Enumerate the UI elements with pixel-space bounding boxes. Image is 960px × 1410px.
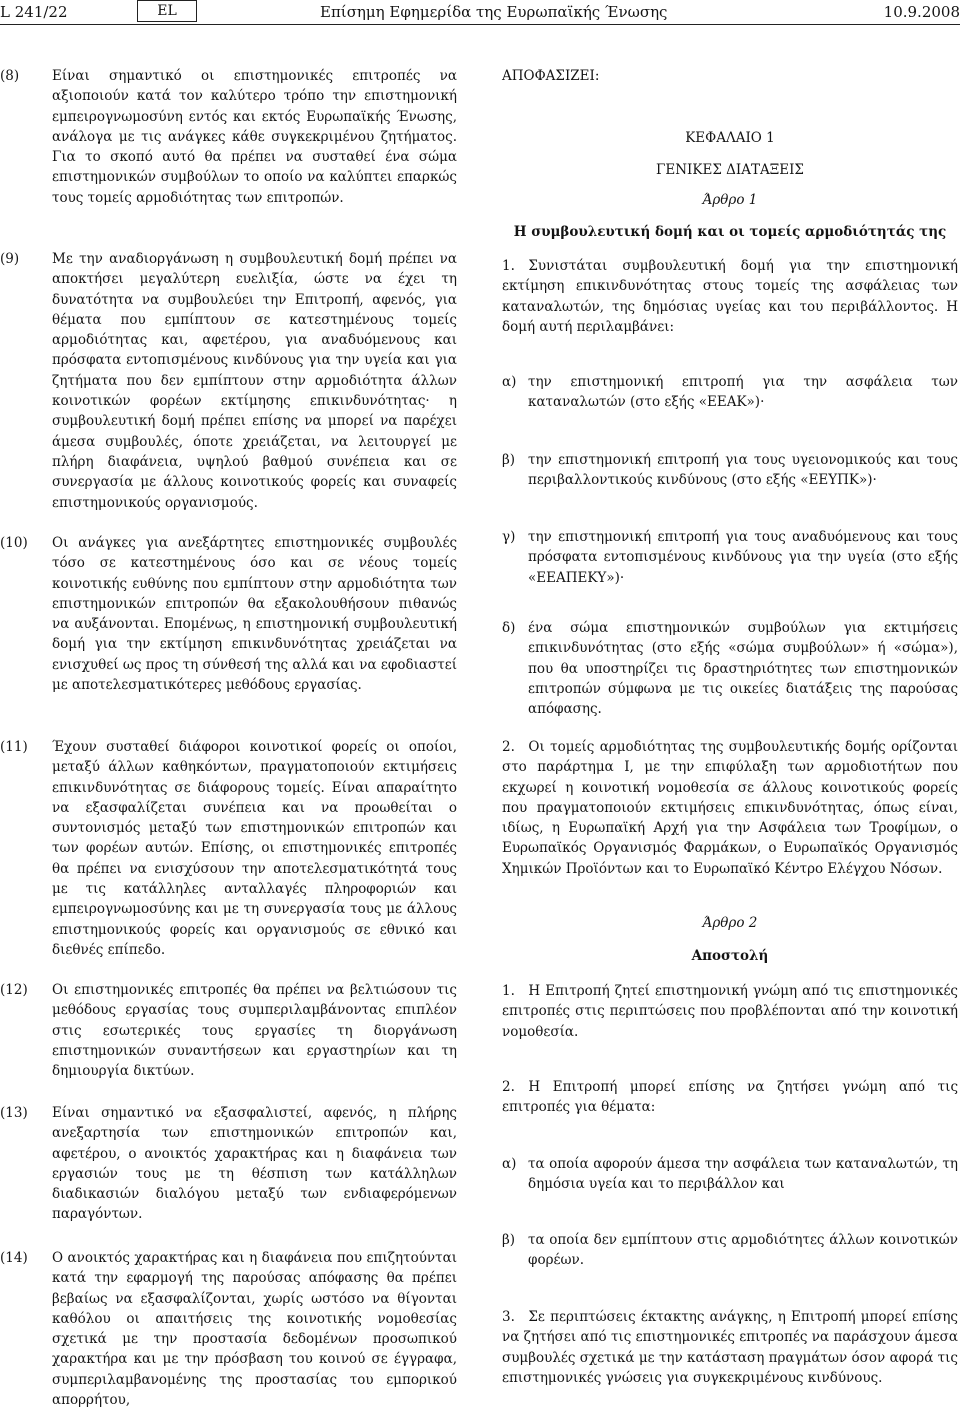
article-1-title: Η συμβουλευτική δομή και οι τομείς αρμοδιότητάς της: [513, 224, 947, 240]
recital-text: Ο ανοικτός χαρακτήρας και η διαφάνεια που επιζητούνται κατά την εφαρμογή της παρούσας απόφασης θα πρέπει βεβαίως να εξασφαλίζονται, χωρίς ωστόσο να θίγονται καθόλου οι απαιτήσεις της κοινοτικής νομοθεσίας σχετικά με την προστασία δεδομένων προσωπικού χαρακτήρα και με την πρόσβαση του κοινού σε έγγραφα, συμπεριλαμβανομένης της προστασίας του εμπορικού απορρήτου,: [52, 1250, 457, 1409]
article-2-paragraph-2: 2. Η Επιτροπή μπορεί επίσης να ζητήσει γνώμη από τις επιτροπές για θέματα:: [502, 1079, 958, 1116]
recital-text: Οι ανάγκες για ανεξάρτητες επιστημονικές συμβουλές τόσο σε κατεστημένους όσο και σε νέους τομείς κοινοτικής ευθύνης που εμπίπτουν στην αρμοδιότητα των επιστημονικών επιτροπών θα εξακολουθήσουν πιθανώς να αυξάνονται. Επομένως, η επιστημονική συμβουλευτική δομή για την εκτίμηση επικινδυνότητας χρειάζεται να ενισχυθεί ως προς τη σύνθεσή της αλλά και να εφοδιαστεί με αποτελεσματικότερες μεθόδους εργασίας.: [52, 535, 457, 694]
list-item-label: δ): [502, 620, 516, 636]
list-item-label: γ): [502, 529, 516, 545]
list-item: [502, 372, 958, 416]
decides-heading: ΑΠΟΦΑΣΙΖΕΙ:: [502, 68, 600, 84]
article-2-title: Αποστολή: [691, 948, 769, 964]
list-item-text: την επιστημονική επιτροπή για τους αναδυόμενους και τους πρόσφατα εντοπισμένους κινδύνους για την υγεία (στο εξής «ΕΕΑΠΕΚΥ»)·: [528, 529, 958, 586]
recital-text: Οι επιστημονικές επιτροπές θα πρέπει να βελτιώσουν τις μεθόδους εργασίας τους συμπεριλαμβάνοντας επιπλέον στις εσωτερικές τους εργασίες τη διοργάνωση επιστημονικών συναντήσεων και εργαστηρίων και τη δημιουργία δικτύων.: [52, 982, 457, 1080]
list-item-text: την επιστημονική επιτροπή για την ασφάλεια των καταναλωτών (στο εξής «ΕΕΑΚ»)·: [528, 374, 958, 411]
language-badge: EL: [137, 0, 197, 22]
header-rule: [0, 24, 960, 25]
list-item: [502, 1230, 958, 1274]
recital-number: (13): [0, 1105, 28, 1121]
recital-text: Είναι σημαντικό οι επιστημονικές επιτροπές να αξιοποιούν κατά τον καλύτερο τρόπο την επιστημονική εμπειρογνωμοσύνη εντός και εκτός Ευρωπαϊκής Ένωσης, ανάλογα με τις ανάγκες κάθε συγκεκριμένου ζητήματος. Για το σκοπό αυτό θα πρέπει να συσταθεί ένα σώμα επιστημονικών συμβούλων το οποίο να καλύπτει επαρκώς τους τομείς αρμοδιότητας των επιτροπών.: [52, 68, 457, 206]
list-item-label: α): [502, 374, 517, 390]
article-1-paragraph-2: 2. Οι τομείς αρμοδιότητας της συμβουλευτικής δομής ορίζονται στο παράρτημα I, με την επιφύλαξη των αρμοδιοτήτων που εκχωρεί η κοινοτική νομοθεσία σε άλλους κοινοτικούς φορείς που πραγματοποιούν εκτιμήσεις επικινδυνότητας, όπως είναι, ιδίως, η Ευρωπαϊκή Αρχή για την Ασφάλεια των Τροφίμων, ο Ευρωπαϊκός Οργανισμός Φαρμάκων, ο Ευρωπαϊκός Οργανισμός Χημικών Προϊόντων και το Ευρωπαϊκό Κέντρο Ελέγχου Νόσων.: [502, 739, 958, 877]
list-item-text: ένα σώμα επιστημονικών συμβούλων για εκτιμήσεις επικινδυνότητας (στο εξής «σώμα συμβούλων» ή «σώμα»), που θα υποστηρίζει τις δραστηριότητες των επιστημονικών επιτροπών σύμφωνα με τις οικείες διατάξεις της παρούσας απόφασης.: [528, 620, 958, 718]
article-1-heading: Άρθρο 1: [702, 192, 758, 208]
list-item-label: β): [502, 1232, 516, 1248]
list-item-label: β): [502, 452, 516, 468]
recital-text: Έχουν συσταθεί διάφοροι κοινοτικοί φορείς οι οποίοι, μεταξύ άλλων καθηκόντων, πραγματοποιούν εκτιμήσεις επικινδυνότητας σε διάφορους τομείς. Είναι απαραίτητο να εξασφαλίζεται συνέπεια και να προωθείται ο συντονισμός μεταξύ των επιστημονικών επιτροπών και των φορέων αυτών. Επίσης, οι επιστημονικές επιτροπές θα πρέπει να ενισχύσουν την αποτελεσματικότητά τους με τις κατάλληλες ανταλλαγές πληροφοριών και εμπειρογνωμοσύνης και με τη συνεργασία τους με άλλους επιστημονικούς φορείς και οργανισμούς σε εθνικό και διεθνές επίπεδο.: [52, 739, 457, 958]
recital-number: (10): [0, 535, 28, 551]
recital-number: (11): [0, 739, 28, 755]
recital-number: (14): [0, 1250, 28, 1266]
recital-number: (8): [0, 68, 20, 84]
list-item-text: τα οποία αφορούν άμεσα την ασφάλεια των καταναλωτών, τη δημόσια υγεία και το περιβάλλον και: [528, 1156, 958, 1193]
list-item: [502, 618, 958, 718]
list-item: [502, 1154, 958, 1198]
recital-text: Με την αναδιοργάνωση η συμβουλευτική δομή πρέπει να αποκτήσει μεγαλύτερη ευελιξία, ώστε να έχει τη δυνατότητα να συμβουλεύει την Επιτροπή, αφενός, για θέματα που εμπίπτουν σε κατεστημένους τομείς αρμοδιότητας και, αφετέρου, για αναδυόμενους και πρόσφατα εντοπισμένους κινδύνους για την υγεία και για ζητήματα που δεν εμπίπτουν στην αρμοδιότητα άλλων κοινοτικών φορέων εκτίμησης επικινδυνότητας· η συμβουλευτική δομή πρέπει επίσης να μπορεί να παρέχει άμεσα συμβουλές, όποτε χρειάζεται, να λειτουργεί με πλήρη διαφάνεια, υψηλού βαθμού συνέπεια και σε συνεργασία με άλλους κοινοτικούς φορείς και συναφείς επιστημονικούς οργανισμούς.: [52, 251, 457, 511]
recital-text: Είναι σημαντικό να εξασφαλιστεί, αφενός, η πλήρης ανεξαρτησία των επιστημονικών επιτροπών και, αφετέρου, ο ανοικτός χαρακτήρας και η διαφάνεια των εργασιών τους με τη θέσπιση των κατάλληλων διαδικασιών διαλόγου μεταξύ των ενδιαφερόμενων παραγόντων.: [52, 1105, 457, 1223]
list-item: [502, 450, 958, 494]
page-header: [0, 0, 960, 30]
chapter-title: ΓΕΝΙΚΕΣ ΔΙΑΤΑΞΕΙΣ: [656, 162, 804, 178]
issue-date: 10.9.2008: [883, 3, 960, 21]
article-2-paragraph-1: 1. Η Επιτροπή ζητεί επιστημονική γνώμη από τις επιστημονικές επιτροπές στις περιπτώσεις που προβλέπονται από την κοινοτική νομοθεσία.: [502, 983, 958, 1040]
journal-title: Επίσημη Εφημερίδα της Ευρωπαϊκής Ένωσης: [320, 3, 668, 21]
article-2-paragraph-3: 3. Σε περιπτώσεις έκτακτης ανάγκης, η Επιτροπή μπορεί επίσης να ζητήσει από τις επιστημονικές επιτροπές να παράσχουν άμεσα συμβουλές σχετικά με την κατάσταση πραγμάτων όσον αφορά τις επιστημονικές γνώσεις για συγκεκριμένους κινδύνους.: [502, 1309, 958, 1386]
list-item: [502, 527, 958, 591]
chapter-number: ΚΕΦΑΛΑΙΟ 1: [685, 130, 775, 146]
list-item-label: α): [502, 1156, 517, 1172]
page-reference: L 241/22: [0, 3, 68, 21]
list-item-text: την επιστημονική επιτροπή για τους υγειονομικούς και τους περιβαλλοντικούς κινδύνους (στο εξής «ΕΕΥΠΚ»)·: [528, 452, 958, 489]
recital-number: (9): [0, 251, 20, 267]
article-1-paragraph-1: 1. Συνιστάται συμβουλευτική δομή για την επιστημονική εκτίμηση επικινδυνότητας στους τομείς της ασφάλειας των καταναλωτών, της δημόσιας υγείας και του περιβάλλοντος. Η δομή αυτή περιλαμβάνει:: [502, 258, 958, 335]
recital-number: (12): [0, 982, 28, 998]
list-item-text: τα οποία δεν εμπίπτουν στις αρμοδιότητες άλλων κοινοτικών φορέων.: [528, 1232, 958, 1269]
article-2-heading: Άρθρο 2: [702, 915, 758, 931]
